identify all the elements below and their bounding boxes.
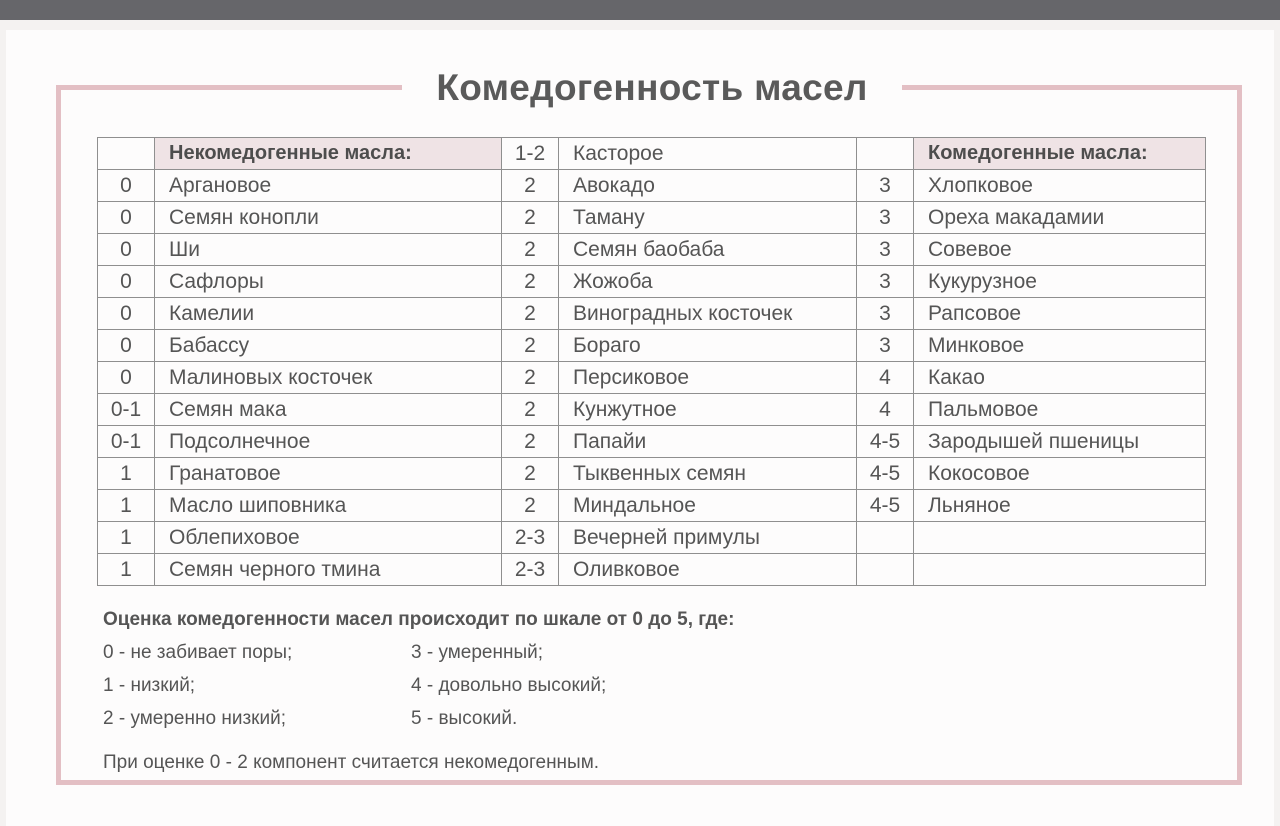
right-oil-cell: Хлопковое — [914, 170, 1206, 202]
left-oil-cell: Ши — [155, 234, 502, 266]
left-oil-cell: Масло шиповника — [155, 490, 502, 522]
table-row — [98, 394, 1206, 426]
left-score-cell: 0-1 — [98, 426, 155, 458]
mid-score-cell: 2 — [502, 330, 559, 362]
mid-oil-cell: Кунжутное — [559, 394, 857, 426]
header-right-num — [857, 138, 914, 170]
left-oil-cell: Бабассу — [155, 330, 502, 362]
left-score-cell: 0-1 — [98, 394, 155, 426]
mid-score-cell: 2-3 — [502, 522, 559, 554]
header-mid-label: Касторое — [559, 138, 857, 170]
right-oil-cell: Ореха макадамии — [914, 202, 1206, 234]
mid-oil-cell: Миндальное — [559, 490, 857, 522]
right-score-cell: 4-5 — [857, 458, 914, 490]
mid-score-cell: 2 — [502, 490, 559, 522]
left-oil-cell: Семян черного тмина — [155, 554, 502, 586]
mid-oil-cell: Семян баобаба — [559, 234, 857, 266]
mid-score-cell: 2 — [502, 426, 559, 458]
left-score-cell: 1 — [98, 522, 155, 554]
mid-oil-cell: Вечерней примулы — [559, 522, 857, 554]
mid-oil-cell: Оливковое — [559, 554, 857, 586]
right-oil-cell: Совевое — [914, 234, 1206, 266]
right-score-cell: 3 — [857, 266, 914, 298]
left-oil-cell: Облепиховое — [155, 522, 502, 554]
table-row — [98, 554, 1206, 586]
right-score-cell: 3 — [857, 298, 914, 330]
left-oil-cell: Гранатовое — [155, 458, 502, 490]
legend-item: 3 - умеренный; — [411, 642, 544, 663]
mid-score-cell: 2 — [502, 394, 559, 426]
mid-score-cell: 2 — [502, 234, 559, 266]
table-header-row — [98, 138, 1206, 170]
left-score-cell: 0 — [98, 298, 155, 330]
left-oil-cell: Семян мака — [155, 394, 502, 426]
right-oil-cell: Пальмовое — [914, 394, 1206, 426]
mid-score-cell: 2 — [502, 202, 559, 234]
right-oil-cell: Кукурузное — [914, 266, 1206, 298]
mid-score-cell: 2 — [502, 298, 559, 330]
left-oil-cell: Малиновых косточек — [155, 362, 502, 394]
page-title: Комедогенность масел — [402, 64, 902, 112]
table-row — [98, 266, 1206, 298]
right-score-cell: 3 — [857, 234, 914, 266]
right-score-cell: 4-5 — [857, 426, 914, 458]
mid-score-cell: 2 — [502, 362, 559, 394]
left-score-cell: 1 — [98, 490, 155, 522]
right-score-cell: 4-5 — [857, 490, 914, 522]
right-oil-cell: Льняное — [914, 490, 1206, 522]
left-oil-cell: Подсолнечное — [155, 426, 502, 458]
mid-score-cell: 2 — [502, 458, 559, 490]
right-oil-cell: Зародышей пшеницы — [914, 426, 1206, 458]
header-left-num — [98, 138, 155, 170]
right-oil-cell: Кокосовое — [914, 458, 1206, 490]
legend-row — [103, 702, 1003, 735]
header-noncomedogenic: Некомедогенные масла: — [155, 138, 502, 170]
table-row — [98, 298, 1206, 330]
header-comedogenic: Комедогенные масла: — [914, 138, 1206, 170]
left-score-cell: 1 — [98, 554, 155, 586]
table-row — [98, 426, 1206, 458]
left-score-cell: 0 — [98, 362, 155, 394]
right-oil-cell: Какао — [914, 362, 1206, 394]
right-oil-cell: Рапсовое — [914, 298, 1206, 330]
table-row — [98, 522, 1206, 554]
mid-score-cell: 2 — [502, 170, 559, 202]
right-score-cell: 3 — [857, 202, 914, 234]
right-score-cell — [857, 554, 914, 586]
left-score-cell: 0 — [98, 170, 155, 202]
left-oil-cell: Сафлоры — [155, 266, 502, 298]
mid-oil-cell: Персиковое — [559, 362, 857, 394]
legend-item: 1 - низкий; — [103, 675, 196, 696]
table-row — [98, 490, 1206, 522]
table-row — [98, 458, 1206, 490]
legend-item: 4 - довольно высокий; — [411, 675, 607, 696]
mid-oil-cell: Виноградных косточек — [559, 298, 857, 330]
right-score-cell: 4 — [857, 362, 914, 394]
top-bar — [0, 0, 1280, 20]
mid-oil-cell: Бораго — [559, 330, 857, 362]
legend-item: 2 - умеренно низкий; — [103, 708, 286, 729]
right-score-cell: 3 — [857, 170, 914, 202]
left-oil-cell: Семян конопли — [155, 202, 502, 234]
mid-score-cell: 2-3 — [502, 554, 559, 586]
table-row — [98, 170, 1206, 202]
mid-oil-cell: Папайи — [559, 426, 857, 458]
left-score-cell: 0 — [98, 330, 155, 362]
mid-oil-cell: Тыквенных семян — [559, 458, 857, 490]
left-oil-cell: Аргановое — [155, 170, 502, 202]
right-oil-cell — [914, 554, 1206, 586]
left-score-cell: 0 — [98, 266, 155, 298]
right-score-cell: 4 — [857, 394, 914, 426]
mid-oil-cell: Таману — [559, 202, 857, 234]
table-row — [98, 202, 1206, 234]
mid-oil-cell: Авокадо — [559, 170, 857, 202]
table-row — [98, 362, 1206, 394]
legend-note: При оценке 0 - 2 компонент считается некомедогенным. — [103, 752, 600, 773]
left-score-cell: 0 — [98, 234, 155, 266]
left-score-cell: 1 — [98, 458, 155, 490]
right-score-cell: 3 — [857, 330, 914, 362]
legend-item: 5 - высокий. — [411, 708, 518, 729]
table-row — [98, 330, 1206, 362]
right-score-cell — [857, 522, 914, 554]
left-score-cell: 0 — [98, 202, 155, 234]
oils-table — [97, 137, 1206, 586]
legend-item: 0 - не забивает поры; — [103, 642, 293, 663]
legend-row — [103, 669, 1003, 702]
legend-row — [103, 636, 1003, 669]
legend-heading: Оценка комедогенности масел происходит по шкале от 0 до 5, где: — [103, 609, 735, 630]
right-oil-cell — [914, 522, 1206, 554]
table-row — [98, 234, 1206, 266]
mid-oil-cell: Жожоба — [559, 266, 857, 298]
legend — [103, 604, 1003, 779]
left-oil-cell: Камелии — [155, 298, 502, 330]
mid-score-cell: 2 — [502, 266, 559, 298]
header-mid-num: 1-2 — [502, 138, 559, 170]
right-oil-cell: Минковое — [914, 330, 1206, 362]
